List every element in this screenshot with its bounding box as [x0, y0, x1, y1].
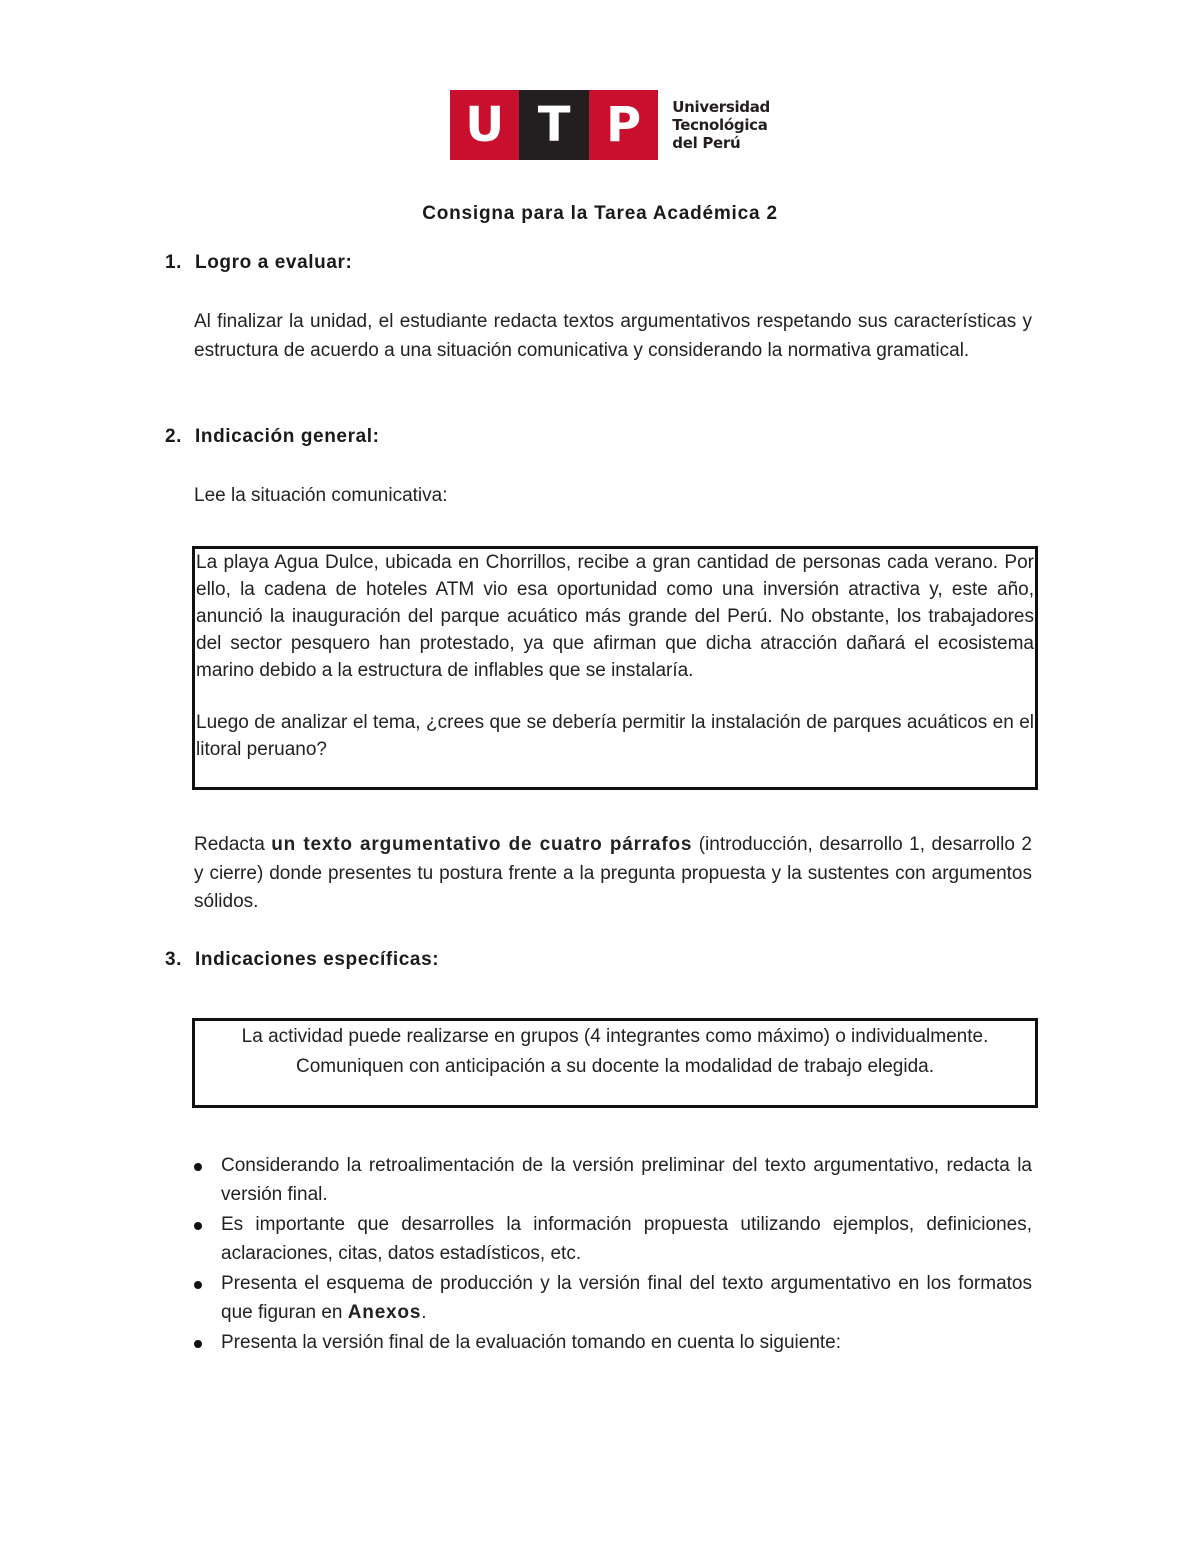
list-item-text: Considerando la retroalimentación de la versión preliminar del texto argumentativo, redacta la versión final.	[221, 1155, 1032, 1205]
group-modality-box	[192, 1018, 1038, 1108]
list-item	[194, 1329, 1032, 1358]
document-title: Consigna para la Tarea Académica 2	[422, 203, 778, 224]
section-1-text: Al finalizar la unidad, el estudiante redacta textos argumentativos respetando sus características y estructura de acuerdo a una situación comunicativa y considerando la normativa gramatical.	[194, 311, 1032, 361]
logo-name-line-1: Universidad	[672, 98, 770, 116]
logo-letter-t: T	[519, 90, 588, 160]
task-text-bold: un texto argumentativo de cuatro párrafos	[271, 834, 693, 855]
task-instruction	[194, 831, 1032, 917]
group-modality-text: La actividad puede realizarse en grupos (4 integrantes como máximo) o individualmente. Comuniquen con anticipación a su docente la modalidad de trabajo elegida.	[241, 1026, 989, 1077]
logo-letter-p: P	[589, 90, 658, 160]
bullet-icon	[194, 1163, 202, 1171]
section-2-heading	[165, 426, 380, 448]
list-item-text-before: Presenta el esquema de producción y la versión final del texto argumentativo en los formatos que figuran en	[221, 1273, 1032, 1323]
task-text-after: (introducción, desarrollo 1, desarrollo 2 y cierre) donde presentes tu postura frente a la pregunta propuesta y la sustentes con argumentos sólidos.	[194, 834, 1032, 912]
list-item-text: Presenta la versión final de la evaluación tomando en cuenta lo siguiente:	[221, 1332, 842, 1353]
utp-logo	[450, 90, 770, 160]
list-item-text-after: .	[421, 1301, 427, 1323]
logo-name-line-2: Tecnológica	[672, 116, 768, 134]
bullet-icon	[194, 1222, 202, 1230]
section-3-number: 3.	[165, 949, 183, 970]
section-3-heading	[165, 949, 439, 971]
section-1-number: 1.	[165, 252, 183, 273]
section-2-number: 2.	[165, 426, 183, 447]
instructions-list	[194, 1152, 1032, 1360]
list-item	[194, 1270, 1032, 1327]
list-item	[194, 1211, 1032, 1268]
list-item-text-bold: Anexos	[347, 1301, 422, 1323]
bullet-icon	[194, 1281, 202, 1289]
bullet-icon	[194, 1340, 202, 1348]
logo-name-line-3: del Perú	[672, 134, 741, 152]
logo-university-name	[672, 98, 770, 152]
section-1-heading-text: Logro a evaluar:	[195, 252, 353, 273]
section-3-heading-text: Indicaciones específicas:	[195, 949, 440, 970]
section-2-intro: Lee la situación comunicativa:	[194, 485, 448, 506]
list-item	[194, 1152, 1032, 1209]
situation-paragraph-2: Luego de analizar el tema, ¿crees que se debería permitir la instalación de parques acuáticos en el litoral peruano?	[196, 712, 1034, 760]
section-2-heading-text: Indicación general:	[195, 426, 380, 447]
task-text-before: Redacta	[194, 834, 272, 855]
list-item-text: Es importante que desarrolles la información propuesta utilizando ejemplos, definiciones, aclaraciones, citas, datos estadísticos, etc.	[221, 1214, 1032, 1264]
section-1-heading	[165, 252, 352, 274]
situation-box	[192, 546, 1038, 790]
situation-paragraph-1: La playa Agua Dulce, ubicada en Chorrillos, recibe a gran cantidad de personas cada verano. Por ello, la cadena de hoteles ATM vio esa oportunidad como una inversión atractiva y, este año, anunció la inauguración del parque acuático más grande del Perú. No obstante, los trabajadores del sector pesquero han protestado, ya que afirman que dicha atracción dañará el ecosistema marino debido a la estructura de inflables que se instalaría.	[196, 552, 1034, 681]
logo-letter-u: U	[450, 90, 519, 160]
